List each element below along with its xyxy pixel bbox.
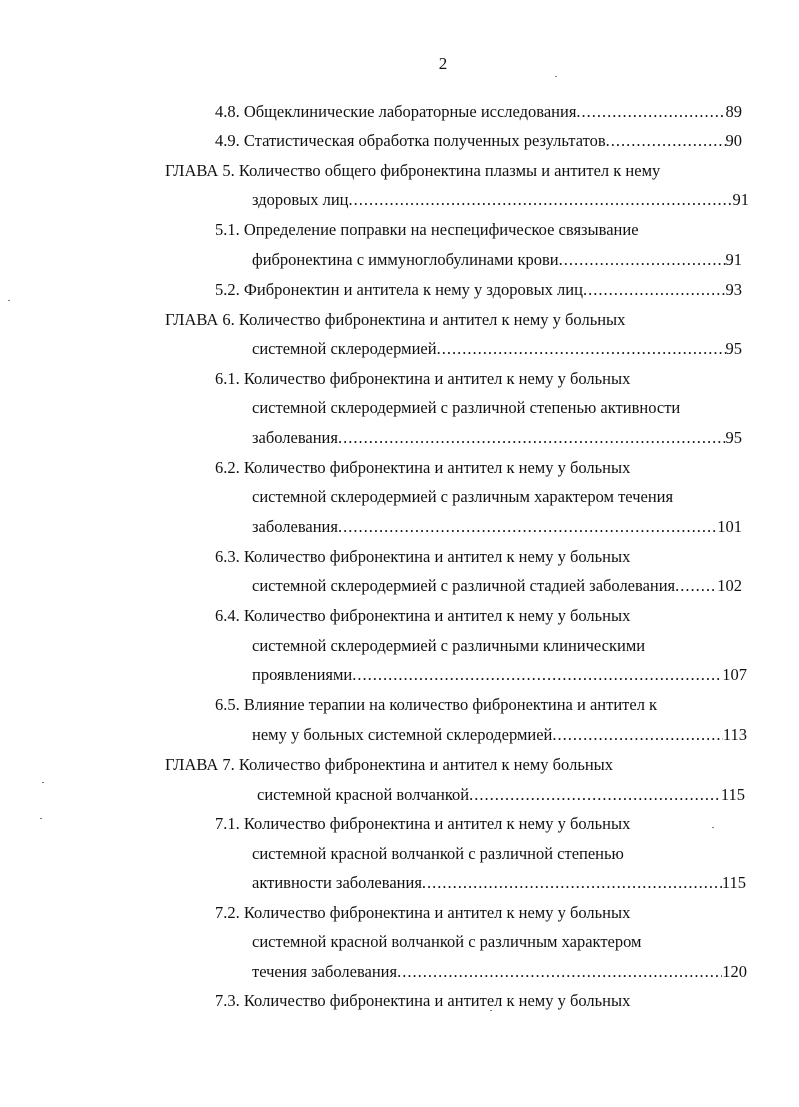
toc-page-number: 91 [732,190,749,209]
toc-page-number: 95 [725,428,742,447]
toc-entry-6-4-title-cont: системной склеродермией с различными клиническими [252,636,646,655]
toc-entry-title: проявлениями [252,665,353,684]
toc-page-number: 115 [720,785,745,804]
toc-entry-title: системной склеродермией [252,339,437,358]
toc-entry-title: здоровых лиц [252,190,349,209]
toc-entry-6-2-title-cont: системной склеродермией с различным характером течения [252,487,674,506]
scan-speck [555,76,557,77]
toc-leader-dots [606,130,726,152]
toc-entry-4-8 [215,101,742,123]
toc-entry-6-4 [252,664,747,686]
toc-leader-dots [352,664,722,686]
scan-speck [42,782,44,783]
toc-page-number: 107 [722,665,747,684]
toc-page-number: 113 [722,725,747,744]
toc-entry-chapter-5 [252,189,749,211]
toc-leader-dots [437,338,726,360]
toc-entry-title: заболевания [252,428,338,447]
toc-entry-6-1-title-cont: системной склеродермией с различной степенью активности [252,398,681,417]
toc-entry-6-3-title: 6.3. Количество фибронектина и антител к нему у больных [215,547,631,566]
toc-page-number: 101 [717,517,742,536]
toc-entry-title: нему у больных системной склеродермией [252,725,553,744]
toc-leader-dots [338,427,726,449]
toc-entry-5-2 [215,279,742,301]
toc-page-number: 93 [725,280,742,299]
toc-entry-6-2-title: 6.2. Количество фибронектина и антител к нему у больных [215,458,631,477]
toc-entry-6-2 [252,516,742,538]
toc-page-number: 102 [717,576,742,595]
toc-chapter-7-title: ГЛАВА 7. Количество фибронектина и антител к нему больных [165,755,614,774]
scan-speck [490,1010,492,1011]
toc-entry-chapter-6 [252,338,742,360]
toc-entry-4-9 [215,130,742,152]
toc-entry-5-1-title: 5.1. Определение поправки на неспецифическое связывание [215,220,639,239]
toc-page-number: 90 [725,131,742,150]
toc-entry-6-5-title: 6.5. Влияние терапии на количество фибронектина и антител к [215,695,658,714]
toc-entry-chapter-7 [257,784,745,806]
toc-leader-dots [422,872,722,894]
toc-entry-7-3-title: 7.3. Количество фибронектина и антител к нему у больных [215,991,631,1010]
toc-entry-title: 4.8. Общеклинические лабораторные исследования [215,102,577,121]
scan-speck [8,300,10,301]
toc-leader-dots [576,101,725,123]
toc-entry-6-4-title: 6.4. Количество фибронектина и антител к нему у больных [215,606,631,625]
toc-entry-6-3 [252,575,742,597]
toc-page-number: 89 [725,102,742,121]
toc-entry-7-1-title: 7.1. Количество фибронектина и антител к нему у больных [215,814,631,833]
toc-page-number: 91 [725,250,742,269]
toc-entry-5-1 [252,249,742,271]
toc-entry-title: течения заболевания [252,962,398,981]
toc-entry-title: заболевания [252,517,338,536]
toc-page-number: 115 [721,873,746,892]
toc-leader-dots [349,189,733,211]
toc-leader-dots [675,575,717,597]
page-number: 2 [438,54,448,73]
toc-entry-6-5 [252,724,747,746]
toc-entry-title: системной склеродермией с различной стадией заболевания [252,576,676,595]
toc-leader-dots [338,516,717,538]
toc-entry-6-1-title: 6.1. Количество фибронектина и антител к нему у больных [215,369,631,388]
toc-entry-7-2 [252,961,747,983]
scan-speck [712,827,714,828]
toc-entry-7-2-title-cont: системной красной волчанкой с различным характером [252,932,642,951]
toc-chapter-6-title: ГЛАВА 6. Количество фибронектина и антител к нему у больных [165,310,626,329]
toc-entry-6-1 [252,427,742,449]
toc-leader-dots [397,961,722,983]
toc-chapter-5-title: ГЛАВА 5. Количество общего фибронектина плазмы и антител к нему [165,161,661,180]
toc-entry-title: фибронектина с иммуноглобулинами крови [252,250,559,269]
toc-entry-title: системной красной волчанкой [257,785,470,804]
toc-page-number: 120 [722,962,747,981]
toc-leader-dots [552,724,722,746]
toc-entry-title: 5.2. Фибронектин и антитела к нему у здоровых лиц [215,280,583,299]
toc-entry-title: 4.9. Статистическая обработка полученных результатов [215,131,606,150]
toc-leader-dots [583,279,726,301]
toc-entry-7-1 [252,872,746,894]
toc-leader-dots [559,249,726,271]
toc-page-number: 95 [725,339,742,358]
toc-leader-dots [469,784,721,806]
toc-entry-title: активности заболевания [252,873,422,892]
toc-entry-7-2-title: 7.2. Количество фибронектина и антител к нему у больных [215,903,631,922]
scan-speck [40,818,42,819]
toc-entry-7-1-title-cont: системной красной волчанкой с различной степенью [252,844,624,863]
